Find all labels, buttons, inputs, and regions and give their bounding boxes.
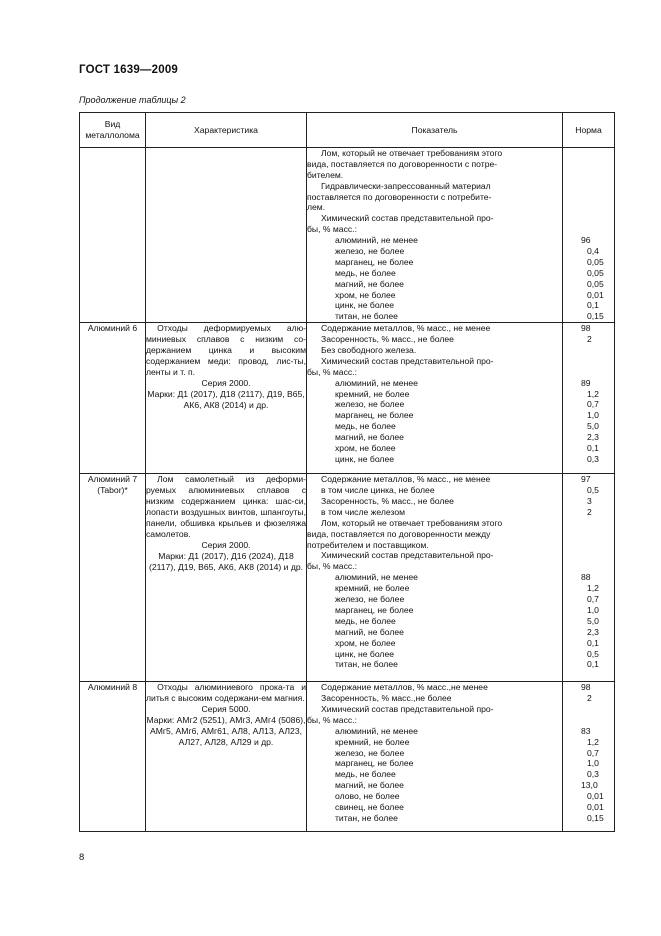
characteristic-paragraph: Марки: Д1 (2017), Д18 (2117), Д19, В65, АК6, АК8 (2014) и др. (147, 388, 305, 410)
specification-table (79, 112, 615, 832)
indicator-line: марганец, не более (335, 758, 414, 769)
norm-value: 0,3 (587, 453, 599, 464)
cell-scrap-kind: Алюминий 8 (80, 682, 146, 832)
indicator-line: в том числе железом (321, 506, 406, 517)
indicator-line: бы, % масс.: (307, 561, 357, 572)
norm-value: 5,0 (587, 615, 599, 626)
norm-value: 1,2 (587, 583, 599, 594)
column-header-kind: Вид металлолома (80, 113, 146, 148)
norm-value: 1,0 (587, 410, 599, 421)
norm-value: 0,15 (587, 311, 604, 322)
cell-norm (563, 323, 615, 474)
indicator-line: лем. (307, 202, 326, 213)
indicator-line: медь, не более (335, 421, 396, 432)
norm-value: 98 (581, 682, 591, 693)
norm-value (563, 213, 614, 224)
norm-value (563, 356, 614, 367)
characteristic-paragraph: Серия 2000. (201, 377, 251, 388)
indicator-line: магний, не более (335, 278, 404, 289)
norm-value: 1,0 (587, 758, 599, 769)
indicator-line: алюминий, не менее (335, 377, 418, 388)
indicator-line: Лом, который не отвечает требованиям этого (321, 517, 503, 528)
indicator-line: кремний, не более (335, 388, 410, 399)
indicator-line: медь, не более (335, 615, 396, 626)
table-row (80, 474, 615, 682)
table-row (80, 682, 615, 832)
indicator-line: вида, поставляется по договоренности между (307, 528, 491, 539)
cell-characteristic (146, 474, 307, 682)
norm-value: 0,1 (587, 443, 599, 454)
norm-value (563, 367, 614, 378)
indicator-line: Химический состав представительной про- (321, 704, 494, 715)
indicator-line: бителем. (307, 169, 344, 180)
cell-characteristic (146, 682, 307, 832)
indicator-line: Химический состав представительной про- (321, 550, 494, 561)
characteristic-paragraph: Отходы алюминиевого прока-та и литья с высоким содержани-ем магния. (146, 682, 306, 704)
norm-value: 0,7 (587, 594, 599, 605)
indicator-line: цинк, не более (335, 453, 395, 464)
norm-value (563, 540, 614, 551)
characteristic-paragraph: Марки: Д1 (2017), Д16 (2024), Д18 (2117), Д19, В65, АК6, АК8 (2014) и др. (149, 550, 303, 572)
norm-value: 83 (581, 725, 591, 736)
norm-value (563, 518, 614, 529)
indicator-line: марганец, не более (335, 410, 414, 421)
indicator-line: бы, % масс.: (307, 224, 357, 235)
norm-value (563, 704, 614, 715)
table-row (80, 323, 615, 474)
norm-value (563, 159, 614, 170)
norm-value: 0,7 (587, 399, 599, 410)
norm-value: 96 (581, 235, 591, 246)
cell-indicator (307, 148, 563, 323)
norm-value: 89 (581, 377, 591, 388)
indicator-line: титан, не более (335, 812, 398, 823)
norm-value (563, 715, 614, 726)
indicator-line: потребителем и поставщиком. (307, 539, 429, 550)
indicator-line: медь, не более (335, 267, 396, 278)
norm-value: 2,3 (587, 432, 599, 443)
norm-value (563, 192, 614, 203)
norm-value: 1,0 (587, 604, 599, 615)
characteristic-paragraph: Серия 5000. (201, 704, 251, 715)
indicator-line: железо, не более (335, 747, 405, 758)
column-header-characteristic: Характеристика (146, 113, 307, 148)
indicator-line: свинец, не более (335, 802, 404, 813)
norm-value (563, 181, 614, 192)
norm-value (563, 170, 614, 181)
norm-value: 88 (581, 572, 591, 583)
cell-indicator (307, 323, 563, 474)
indicator-line: магний, не более (335, 780, 404, 791)
indicator-line: кремний, не более (335, 583, 410, 594)
characteristic-paragraph: Лом самолетный из деформи-руемых алюминиевых сплавов с низким содержанием цинка: шас-си, лопасти воздушных винтов, шпангоуты, панели, обшивка крыльев и фюзеляжа самолетов. (146, 474, 306, 539)
indicator-line: алюминий, не менее (335, 572, 418, 583)
indicator-line: железо, не более (335, 399, 405, 410)
indicator-line: кремний, не более (335, 736, 410, 747)
norm-value: 0,1 (587, 637, 599, 648)
norm-value: 98 (581, 323, 591, 334)
column-header-norm: Норма (563, 113, 615, 148)
norm-value: 97 (581, 474, 591, 485)
cell-indicator (307, 474, 563, 682)
indicator-line: Засоренность, % масс.,не более (321, 693, 452, 704)
page-number: 8 (79, 852, 85, 863)
indicator-line: вида, поставляется по договоренности с потре- (307, 158, 498, 169)
norm-value: 1,2 (587, 736, 599, 747)
indicator-line: алюминий, не менее (335, 725, 418, 736)
norm-value (563, 550, 614, 561)
indicator-line: магний, не более (335, 432, 404, 443)
cell-characteristic (146, 148, 307, 323)
norm-value: 0,5 (587, 648, 599, 659)
indicator-line: цинк, не более (335, 648, 395, 659)
indicator-line: хром, не более (335, 443, 396, 454)
norm-value: 0,05 (587, 267, 604, 278)
characteristic-paragraph: Отходы деформируемых алю-миниевых сплавов с низким со-держанием цинка и высоким содержанием меди: провод, лис-ты, ленты и т. п. (146, 323, 306, 377)
indicator-line: олово, не более (335, 791, 400, 802)
norm-value (563, 561, 614, 572)
indicator-line: цинк, не более (335, 300, 395, 311)
indicator-line: магний, не более (335, 626, 404, 637)
norm-value (563, 148, 614, 159)
cell-norm (563, 148, 615, 323)
norm-value: 13,0 (581, 780, 598, 791)
cell-characteristic (146, 323, 307, 474)
indicator-line: Химический состав представительной про- (321, 355, 494, 366)
indicator-line: Химический состав представительной про- (321, 213, 494, 224)
indicator-line: железо, не более (335, 246, 405, 257)
indicator-line: медь, не более (335, 769, 396, 780)
cell-norm (563, 474, 615, 682)
norm-value: 0,01 (587, 802, 604, 813)
norm-value: 0,05 (587, 256, 604, 267)
indicator-line: Содержание металлов, % масс., не менее (321, 323, 491, 334)
indicator-line: Засоренность, % масс., не более (321, 334, 454, 345)
norm-value: 0,1 (587, 659, 599, 670)
column-header-indicator: Показатель (307, 113, 563, 148)
indicator-line: титан, не более (335, 659, 398, 670)
table-header-row (80, 113, 615, 148)
norm-value: 0,01 (587, 791, 604, 802)
table-caption: Продолжение таблицы 2 (79, 95, 186, 105)
indicator-line: в том числе цинка, не более (321, 485, 435, 496)
characteristic-paragraph: Серия 2000. (201, 539, 251, 550)
indicator-line: алюминий, не менее (335, 235, 418, 246)
norm-value (563, 224, 614, 235)
norm-value: 1,2 (587, 388, 599, 399)
norm-value: 2,3 (587, 626, 599, 637)
indicator-line: хром, не более (335, 637, 396, 648)
norm-value (563, 529, 614, 540)
indicator-line: хром, не более (335, 289, 396, 300)
norm-value: 0,5 (587, 485, 599, 496)
document-title: ГОСТ 1639—2009 (79, 64, 179, 76)
indicator-line: Содержание металлов, % масс.,не менее (321, 682, 488, 693)
indicator-line: железо, не более (335, 594, 405, 605)
indicator-line: бы, % масс.: (307, 714, 357, 725)
indicator-line: Гидравлически-запрессованный материал (321, 180, 491, 191)
indicator-line: Содержание металлов, % масс., не менее (321, 474, 491, 485)
indicator-line: марганец, не более (335, 604, 414, 615)
norm-value: 2 (587, 693, 592, 704)
norm-value: 2 (587, 506, 592, 517)
norm-value: 0,01 (587, 289, 604, 300)
indicator-line: Лом, который не отвечает требованиям этого (321, 148, 503, 158)
norm-value: 0,15 (587, 812, 604, 823)
indicator-line: Без свободного железа. (321, 345, 417, 356)
indicator-line: бы, % масс.: (307, 366, 357, 377)
norm-value (563, 202, 614, 213)
norm-value: 0,1 (587, 300, 599, 311)
norm-value: 0,05 (587, 278, 604, 289)
indicator-line: марганец, не более (335, 256, 414, 267)
norm-value: 5,0 (587, 421, 599, 432)
cell-scrap-kind: Алюминий 6 (80, 323, 146, 474)
table-row (80, 148, 615, 323)
norm-value: 2 (587, 334, 592, 345)
norm-value: 0,3 (587, 769, 599, 780)
indicator-line: титан, не более (335, 311, 398, 322)
cell-scrap-kind: Алюминий 7 (Tabor)* (80, 474, 146, 682)
norm-value (563, 345, 614, 356)
characteristic-paragraph: Марки: АМг2 (5251), АМг3, АМг4 (5086), АМг5, АМг6, АМг61, АЛ8, АЛ13, АЛ23, АЛ27, АЛ28, АЛ29 и др. (146, 714, 306, 747)
indicator-line: поставляется по договоренности с потребите- (307, 191, 492, 202)
norm-value: 0,4 (587, 246, 599, 257)
cell-scrap-kind (80, 148, 146, 323)
indicator-line: Засоренность, % масс., не более (321, 496, 454, 507)
norm-value: 0,7 (587, 747, 599, 758)
norm-value: 3 (587, 496, 592, 507)
cell-indicator (307, 682, 563, 832)
cell-norm (563, 682, 615, 832)
